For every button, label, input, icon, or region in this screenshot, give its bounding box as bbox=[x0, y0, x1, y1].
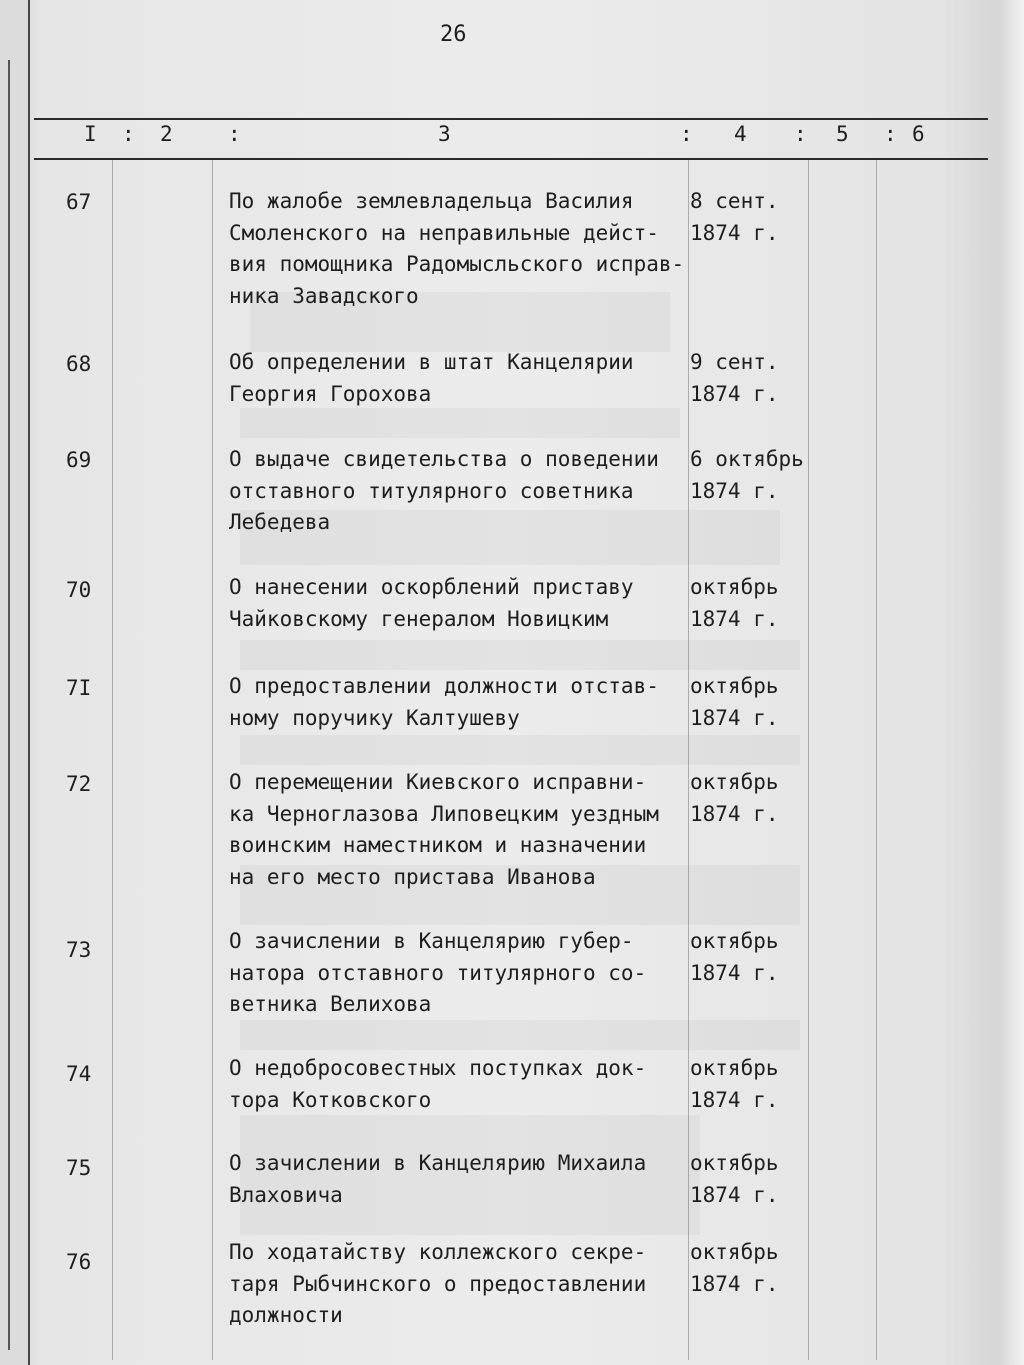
entry-title-line: Георгия Горохова bbox=[229, 381, 432, 406]
entry-title bbox=[229, 572, 699, 635]
entry-title-line: Смоленского на неправильные дейст- bbox=[229, 220, 659, 245]
entry-title bbox=[229, 1148, 699, 1211]
entry-date-line: октябрь bbox=[690, 1056, 779, 1080]
entry-date bbox=[690, 767, 779, 830]
entry-title-line: на его место пристава Иванова bbox=[229, 864, 596, 889]
header-separator: : bbox=[794, 122, 807, 146]
entry-title-line: О перемещении Киевского исправни- bbox=[229, 770, 647, 794]
entry-date bbox=[690, 572, 779, 635]
entry-date-line: октябрь bbox=[690, 1151, 779, 1175]
entry-date-line: октябрь bbox=[690, 1240, 779, 1264]
entry-date bbox=[690, 444, 804, 507]
header-rule-top bbox=[34, 118, 988, 120]
header-col-1: I bbox=[84, 122, 97, 146]
entry-title-line: О нанесении оскорблений приставу bbox=[229, 575, 634, 599]
header-separator: : bbox=[680, 122, 693, 146]
entry-date-line: 1874 г. bbox=[690, 705, 779, 730]
entry-date-line: 1874 г. bbox=[690, 606, 779, 631]
column-divider bbox=[808, 160, 809, 1360]
header-rule-bottom bbox=[34, 158, 988, 160]
entry-date bbox=[690, 1237, 779, 1300]
entry-date-line: 1874 г. bbox=[690, 1087, 779, 1112]
entry-title-line: ника Завадского bbox=[229, 283, 419, 308]
entry-date-line: 6 октябрь bbox=[690, 447, 804, 471]
binding-line bbox=[8, 60, 10, 1350]
entry-title-line: ка Черноглазова Липовецким уездным bbox=[229, 801, 659, 826]
entry-title-line: вия помощника Радомысльского исправ- bbox=[229, 252, 685, 276]
entry-number: 67 bbox=[66, 190, 92, 214]
column-divider bbox=[876, 160, 877, 1360]
entry-date-line: 1874 г. bbox=[690, 220, 779, 245]
entry-date-line: 1874 г. bbox=[690, 1182, 779, 1207]
entry-date-line: 1874 г. bbox=[690, 381, 779, 406]
entry-title bbox=[229, 926, 699, 1021]
entry-title-line: должности bbox=[229, 1303, 343, 1327]
entry-title-line: таря Рыбчинского о предоставлении bbox=[229, 1271, 647, 1296]
entry-date bbox=[690, 926, 779, 989]
entry-title-line: отставного титулярного советника bbox=[229, 478, 634, 503]
entry-title bbox=[229, 186, 699, 312]
entry-number: 72 bbox=[66, 772, 92, 796]
entry-title-line: Влаховича bbox=[229, 1182, 343, 1207]
entry-date-line: 8 сент. bbox=[690, 189, 779, 213]
entry-date bbox=[690, 1053, 779, 1116]
entry-title-line: О выдаче свидетельства о поведении bbox=[229, 447, 659, 471]
show-through-blot bbox=[240, 408, 680, 438]
header-col-2: 2 bbox=[160, 122, 173, 146]
entry-title bbox=[229, 1053, 699, 1116]
entry-date-line: 1874 г. bbox=[690, 478, 779, 503]
entry-title bbox=[229, 347, 699, 410]
entry-title-line: Чайковскому генералом Новицким bbox=[229, 606, 609, 631]
show-through-blot bbox=[240, 735, 800, 765]
entry-title-line: тора Котковского bbox=[229, 1087, 432, 1112]
entry-title bbox=[229, 1237, 699, 1332]
entry-number: 68 bbox=[66, 352, 92, 376]
entry-title-line: ветника Велихова bbox=[229, 992, 432, 1016]
entry-date bbox=[690, 347, 779, 410]
header-col-3: 3 bbox=[438, 122, 451, 146]
header-col-6: 6 bbox=[912, 122, 925, 146]
entry-date bbox=[690, 186, 779, 249]
entry-title-line: натора отставного титулярного со- bbox=[229, 960, 647, 985]
entry-title-line: По жалобе землевладельца Василия bbox=[229, 189, 634, 213]
page-right-edge bbox=[1000, 0, 1024, 1365]
header-separator: : bbox=[228, 122, 241, 146]
entry-number: 7I bbox=[66, 676, 92, 700]
show-through-blot bbox=[240, 640, 800, 670]
entry-title-line: По ходатайству коллежского секре- bbox=[229, 1240, 647, 1264]
entry-date bbox=[690, 671, 779, 734]
show-through-blot bbox=[240, 1020, 800, 1050]
entry-title-line: О недобросовестных поступках док- bbox=[229, 1056, 647, 1080]
binding-edge bbox=[0, 0, 30, 1365]
entry-number: 76 bbox=[66, 1250, 92, 1274]
entry-date-line: октябрь bbox=[690, 929, 779, 953]
header-col-5: 5 bbox=[836, 122, 849, 146]
entry-title bbox=[229, 671, 699, 734]
header-separator: : bbox=[122, 122, 135, 146]
entry-date-line: 1874 г. bbox=[690, 1271, 779, 1296]
entry-title bbox=[229, 767, 699, 893]
entry-date-line: октябрь bbox=[690, 770, 779, 794]
entry-title bbox=[229, 444, 699, 539]
entry-number: 69 bbox=[66, 448, 92, 472]
entry-number: 74 bbox=[66, 1062, 92, 1086]
entry-number: 75 bbox=[66, 1156, 92, 1180]
header-separator: : bbox=[884, 122, 897, 146]
column-divider bbox=[112, 160, 113, 1360]
column-divider bbox=[212, 160, 213, 1360]
entry-date-line: октябрь bbox=[690, 674, 779, 698]
entry-title-line: Лебедева bbox=[229, 510, 331, 534]
entry-date-line: 9 сент. bbox=[690, 350, 779, 374]
entry-title-line: О предоставлении должности отстав- bbox=[229, 674, 659, 698]
entry-date bbox=[690, 1148, 779, 1211]
entry-number: 70 bbox=[66, 578, 92, 602]
header-col-4: 4 bbox=[734, 122, 747, 146]
page-number: 26 bbox=[440, 22, 467, 47]
entry-number: 73 bbox=[66, 938, 92, 962]
entry-date-line: 1874 г. bbox=[690, 960, 779, 985]
entry-date-line: 1874 г. bbox=[690, 801, 779, 826]
entry-date-line: октябрь bbox=[690, 575, 779, 599]
entry-title-line: воинским наместником и назначении bbox=[229, 833, 647, 857]
entry-title-line: О зачислении в Канцелярию губер- bbox=[229, 929, 634, 953]
entry-title-line: ному поручику Калтушеву bbox=[229, 705, 520, 730]
entry-title-line: О зачислении в Канцелярию Михаила bbox=[229, 1151, 647, 1175]
entry-title-line: Об определении в штат Канцелярии bbox=[229, 350, 634, 374]
